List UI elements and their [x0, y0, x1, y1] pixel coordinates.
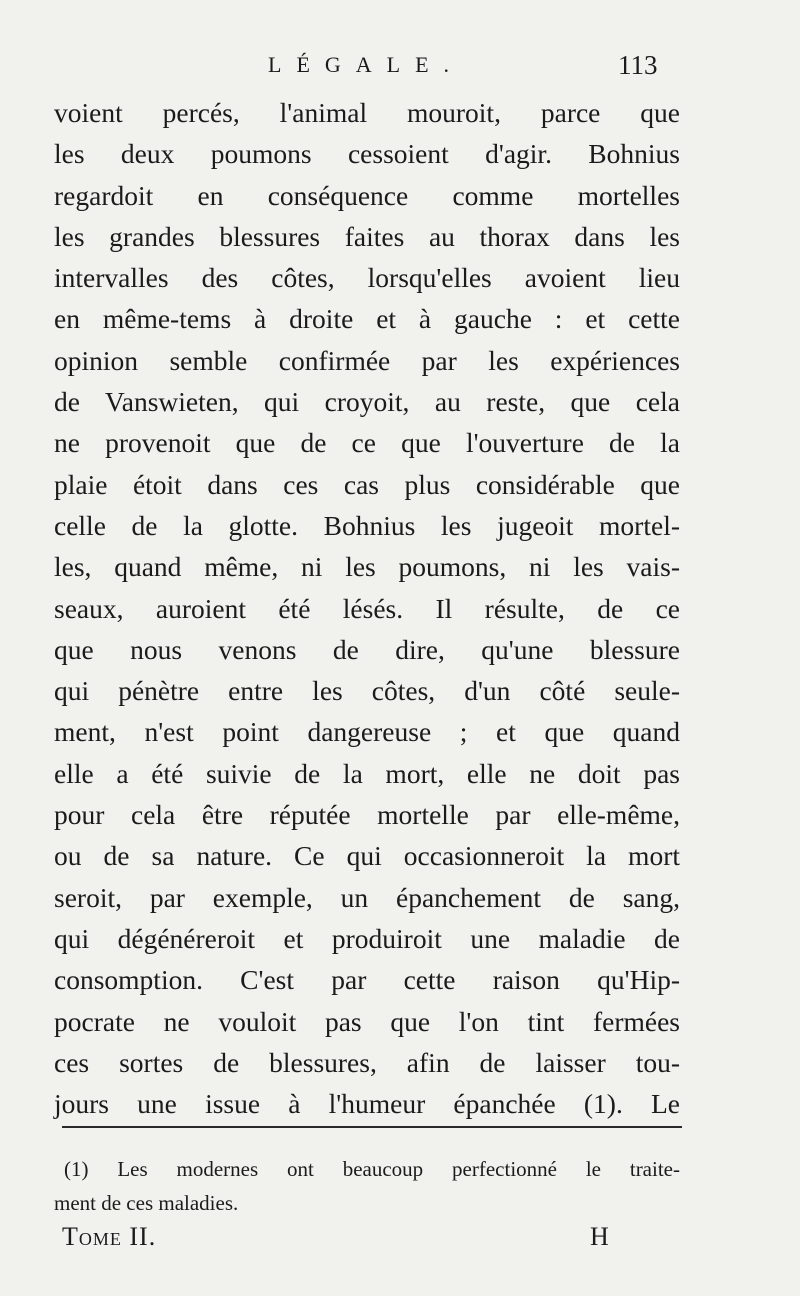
text-line: qui dégénéreroit et produiroit une maladie de — [54, 922, 680, 954]
page-footer — [62, 1222, 622, 1256]
page-number: 113 — [618, 50, 658, 80]
text-line: consomption. C'est par cette raison qu'Hip- — [54, 964, 680, 996]
text-line: les, quand même, ni les poumons, ni les vais- — [54, 551, 680, 583]
text-line: jours une issue à l'humeur épanchée (1). Le — [54, 1088, 680, 1120]
footnote-line: (1) Les modernes ont beaucoup perfectionné le traite- — [64, 1157, 680, 1181]
text-line: plaie étoit dans ces cas plus considérable que — [54, 468, 680, 500]
text-line: celle de la glotte. Bohnius les jugeoit mortel- — [54, 509, 680, 541]
text-line: de Vanswieten, qui croyoit, au reste, que cela — [54, 386, 680, 418]
text-line: opinion semble confirmée par les expériences — [54, 344, 680, 376]
page-header — [0, 50, 800, 86]
text-line: ne provenoit que de ce que l'ouverture de la — [54, 427, 680, 459]
body-text — [54, 92, 680, 1124]
text-line: ces sortes de blessures, afin de laisser tou- — [54, 1046, 680, 1078]
text-line: ou de sa nature. Ce qui occasionneroit la mort — [54, 840, 680, 872]
text-line: que nous venons de dire, qu'une blessure — [54, 633, 680, 665]
text-line: elle a été suivie de la mort, elle ne doit pas — [54, 757, 680, 789]
text-line: pocrate ne vouloit pas que l'on tint fermées — [54, 1005, 680, 1037]
footnotes — [54, 1152, 680, 1220]
text-line: voient percés, l'animal mouroit, parce que — [54, 97, 680, 128]
text-line: ment, n'est point dangereuse ; et que quand — [54, 716, 680, 748]
text-line: les deux poumons cessoient d'agir. Bohnius — [54, 138, 680, 170]
running-head: LÉGALE. — [268, 52, 465, 77]
text-line: qui pénètre entre les côtes, d'un côté seule- — [54, 675, 680, 707]
text-line: en même-tems à droite et à gauche : et cette — [54, 303, 680, 335]
text-line: seaux, auroient été lésés. Il résulte, de ce — [54, 592, 680, 624]
text-line: regardoit en conséquence comme mortelles — [54, 179, 680, 211]
text-line: pour cela être réputée mortelle par elle-même, — [54, 799, 680, 831]
text-line: seroit, par exemple, un épanchement de sang, — [54, 881, 680, 913]
footnote-line: ment de ces maladies. — [54, 1191, 239, 1215]
text-line: intervalles des côtes, lorsqu'elles avoient lieu — [54, 262, 680, 294]
volume-label: Tome II. — [62, 1222, 157, 1251]
text-line: les grandes blessures faites au thorax dans les — [54, 220, 680, 252]
signature-mark: H — [590, 1222, 609, 1251]
footnote-divider — [62, 1126, 682, 1128]
